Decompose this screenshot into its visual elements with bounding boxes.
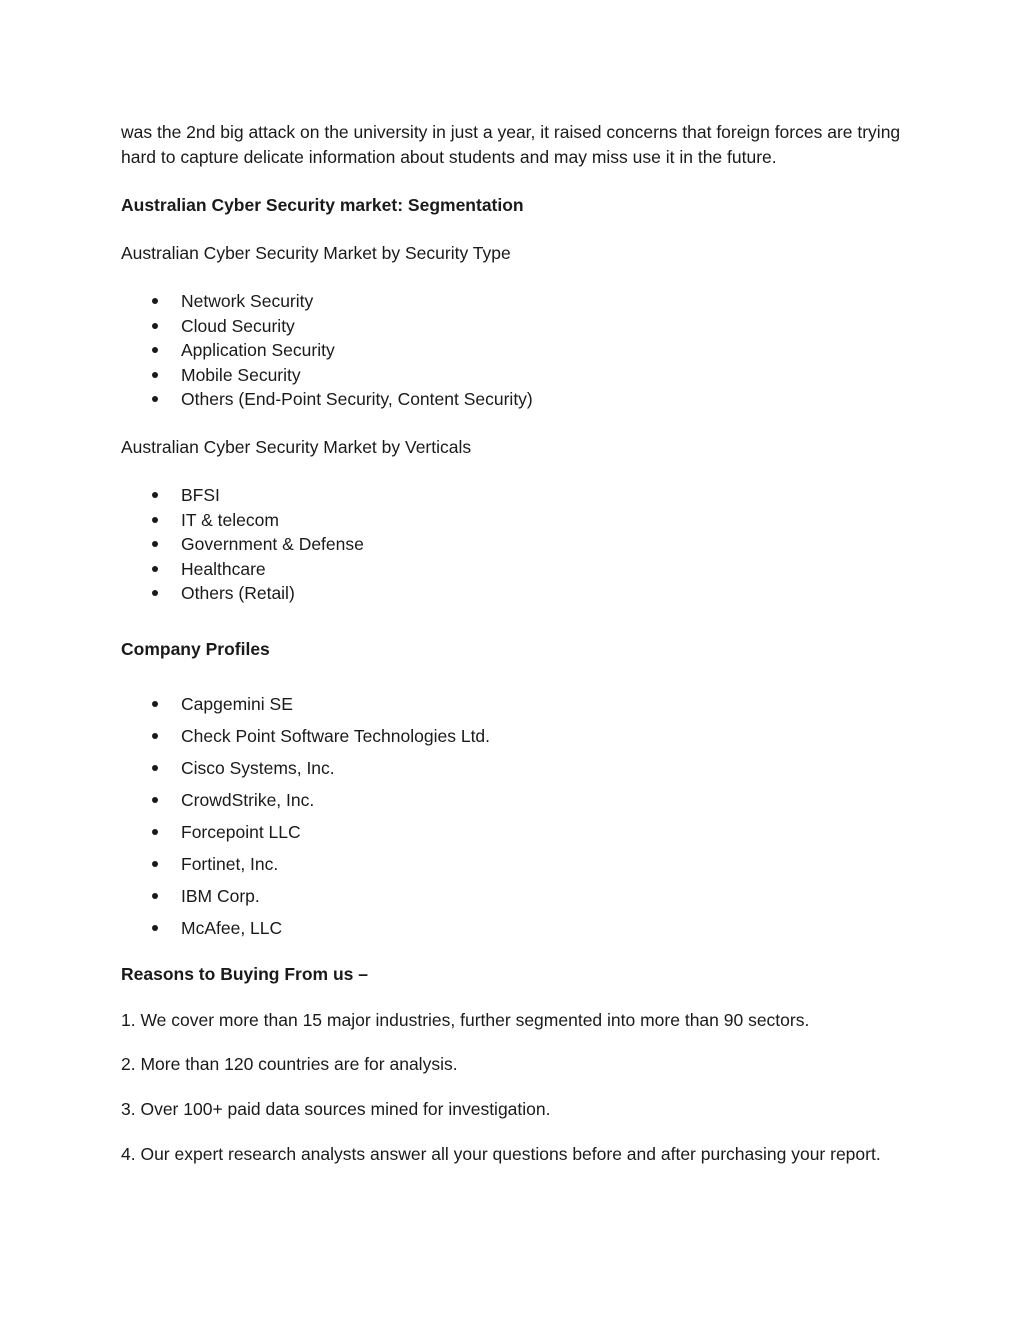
bullet-icon <box>152 541 158 547</box>
company-list <box>121 688 911 944</box>
reasons-heading: Reasons to Buying From us – <box>121 964 368 984</box>
list-item: McAfee, LLC <box>121 912 911 944</box>
bullet-icon <box>152 893 158 899</box>
bullet-icon <box>152 701 158 707</box>
list-item: IT & telecom <box>121 508 911 533</box>
reason-item: 1. We cover more than 15 major industries, further segmented into more than 90 sectors. <box>121 1010 810 1030</box>
list-item: Healthcare <box>121 557 911 582</box>
list-item: IBM Corp. <box>121 880 911 912</box>
list-item: Others (End-Point Security, Content Security) <box>121 387 911 412</box>
list-item: CrowdStrike, Inc. <box>121 784 911 816</box>
list-item: Forcepoint LLC <box>121 816 911 848</box>
list-item: Network Security <box>121 289 911 314</box>
reason-item: 3. Over 100+ paid data sources mined for investigation. <box>121 1099 551 1119</box>
bullet-icon <box>152 861 158 867</box>
bullet-icon <box>152 347 158 353</box>
list-item: Fortinet, Inc. <box>121 848 911 880</box>
list-item: Government & Defense <box>121 532 911 557</box>
security-type-list <box>121 289 911 412</box>
bullet-icon <box>152 372 158 378</box>
list-item: Cloud Security <box>121 314 911 339</box>
intro-paragraph: was the 2nd big attack on the university in just a year, it raised concerns that foreign forces are trying hard to capture delicate information about students and may miss use it in the future. <box>121 122 901 167</box>
bullet-icon <box>152 765 158 771</box>
bullet-icon <box>152 323 158 329</box>
list-item: Check Point Software Technologies Ltd. <box>121 720 911 752</box>
list-item: Cisco Systems, Inc. <box>121 752 911 784</box>
bullet-icon <box>152 492 158 498</box>
security-type-label: Australian Cyber Security Market by Security Type <box>121 243 511 263</box>
verticals-label: Australian Cyber Security Market by Verticals <box>121 437 472 457</box>
list-item: BFSI <box>121 483 911 508</box>
reason-item: 2. More than 120 countries are for analysis. <box>121 1054 458 1074</box>
bullet-icon <box>152 298 158 304</box>
bullet-icon <box>152 396 158 402</box>
list-item: Capgemini SE <box>121 688 911 720</box>
reason-item: 4. Our expert research analysts answer all your questions before and after purchasing your report. <box>121 1144 881 1164</box>
bullet-icon <box>152 590 158 596</box>
list-item: Application Security <box>121 338 911 363</box>
bullet-icon <box>152 517 158 523</box>
bullet-icon <box>152 797 158 803</box>
bullet-icon <box>152 925 158 931</box>
bullet-icon <box>152 566 158 572</box>
bullet-icon <box>152 829 158 835</box>
segmentation-heading: Australian Cyber Security market: Segmentation <box>121 195 524 215</box>
bullet-icon <box>152 733 158 739</box>
list-item: Mobile Security <box>121 363 911 388</box>
verticals-list <box>121 483 911 606</box>
list-item: Others (Retail) <box>121 581 911 606</box>
company-profiles-heading: Company Profiles <box>121 639 270 659</box>
